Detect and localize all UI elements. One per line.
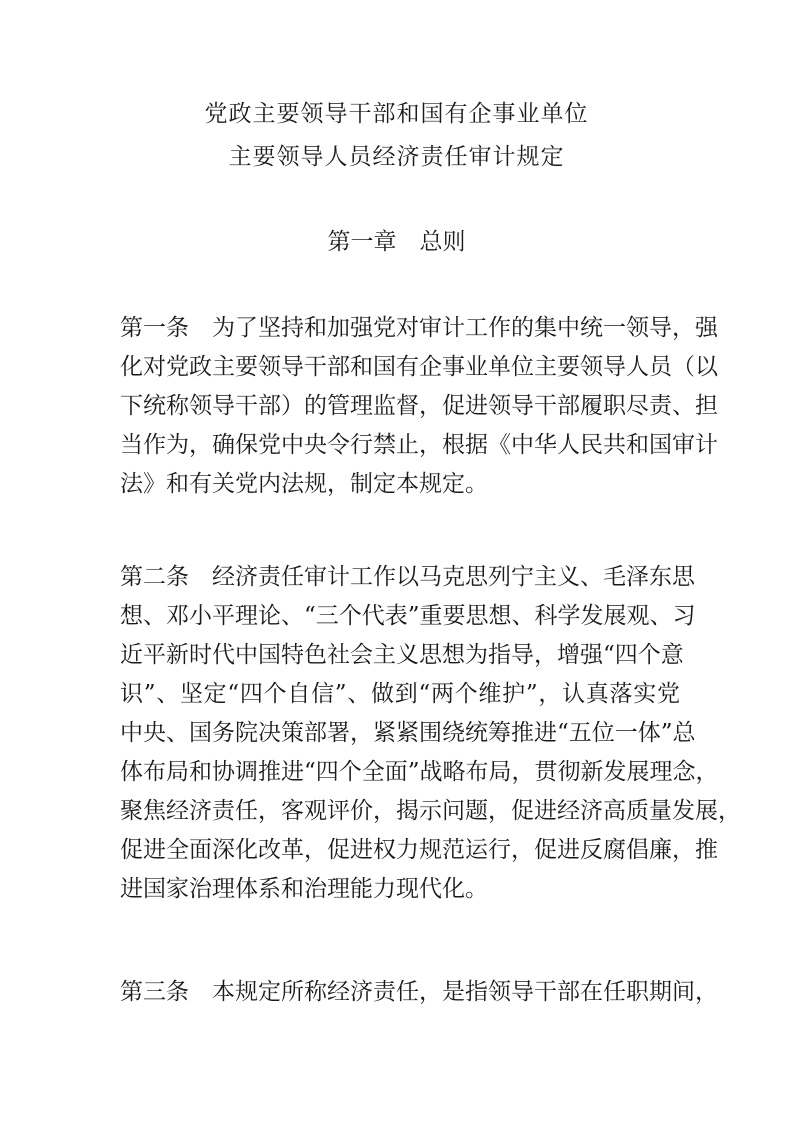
article-2-line: 体布局和协调推进“四个全面”战略布局，贯彻新发展理念， [120,759,719,785]
article-1-line: 下统称领导干部）的管理监督，促进领导干部履职尽责、担 [120,393,718,419]
article-2-line: 识”、坚定“四个自信”、做到“两个维护”，认真落实党 [120,681,680,707]
article-2 [120,558,741,909]
article-2-line: 聚焦经济责任，客观评价，揭示问题，促进经济高质量发展， [120,798,741,824]
chapter-heading: 第一章 总则 [327,229,466,255]
article-3 [120,973,718,1012]
article-1-line: 化对党政主要领导干部和国有企事业单位主要领导人员（以 [120,354,718,380]
article-2-line: 第二条 经济责任审计工作以马克思列宁主义、毛泽东思 [120,564,695,590]
article-2-line: 进国家治理体系和治理能力现代化。 [120,876,488,902]
article-2-line: 促进全面深化改革，促进权力规范运行，促进反腐倡廉，推 [120,837,718,863]
article-2-line: 想、邓小平理论、“三个代表”重要思想、科学发展观、习 [120,603,696,629]
article-2-line: 中央、国务院决策部署，紧紧围绕统筹推进“五位一体”总 [120,720,696,746]
article-2-line: 近平新时代中国特色社会主义思想为指导，增强“四个意 [120,642,684,668]
article-1-line: 法》和有关党内法规，制定本规定。 [120,471,488,497]
document-title-line-2: 主要领导人员经济责任审计规定 [228,144,565,170]
article-1-line: 当作为，确保党中央令行禁止，根据《中华人民共和国审计 [120,432,718,458]
article-1 [120,309,718,504]
document-title-line-1: 党政主要领导干部和国有企事业单位 [204,101,589,127]
article-3-line: 第三条 本规定所称经济责任，是指领导干部在任职期间， [120,979,718,1005]
article-1-line: 第一条 为了坚持和加强党对审计工作的集中统一领导，强 [120,315,718,341]
